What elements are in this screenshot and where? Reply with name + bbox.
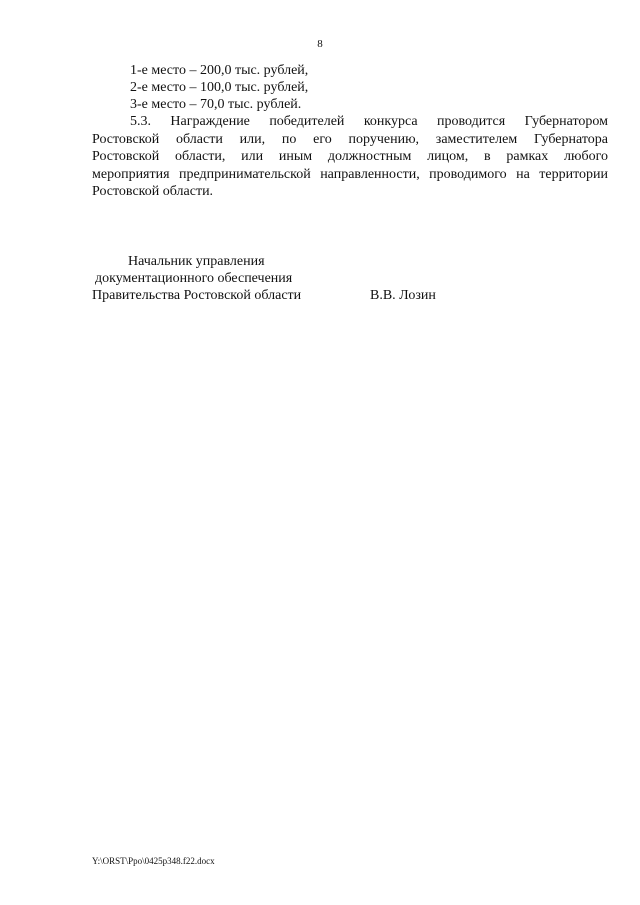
paragraph-line: Ростовской области или, по его поручению, заместителем Губернатора	[92, 131, 608, 147]
prize-first-place: 1-е место – 200,0 тыс. рублей,	[130, 63, 309, 78]
paragraph-line: мероприятия предпринимательской направленности, проводимого на территории	[92, 166, 608, 182]
page-number: 8	[317, 38, 323, 50]
prize-third-place: 3-е место – 70,0 тыс. рублей.	[130, 97, 302, 112]
footer-file-path: Y:\ORST\Ppo\0425p348.f22.docx	[92, 856, 215, 866]
signatory-name: В.В. Лозин	[370, 288, 436, 303]
prize-second-place: 2-е место – 100,0 тыс. рублей,	[130, 80, 309, 95]
signatory-title-line-1: Начальник управления	[128, 254, 265, 269]
paragraph-5-3	[92, 113, 608, 201]
paragraph-line: Ростовской области, или иным должностным лицом, в рамках любого	[92, 149, 608, 164]
signatory-title-line-2: документационного обеспечения	[95, 271, 293, 286]
paragraph-line: Ростовской области.	[92, 184, 214, 199]
signatory-title-line-3: Правительства Ростовской области	[92, 288, 302, 303]
paragraph-line: 5.3. Награждение победителей конкурса проводится Губернатором	[130, 114, 608, 129]
